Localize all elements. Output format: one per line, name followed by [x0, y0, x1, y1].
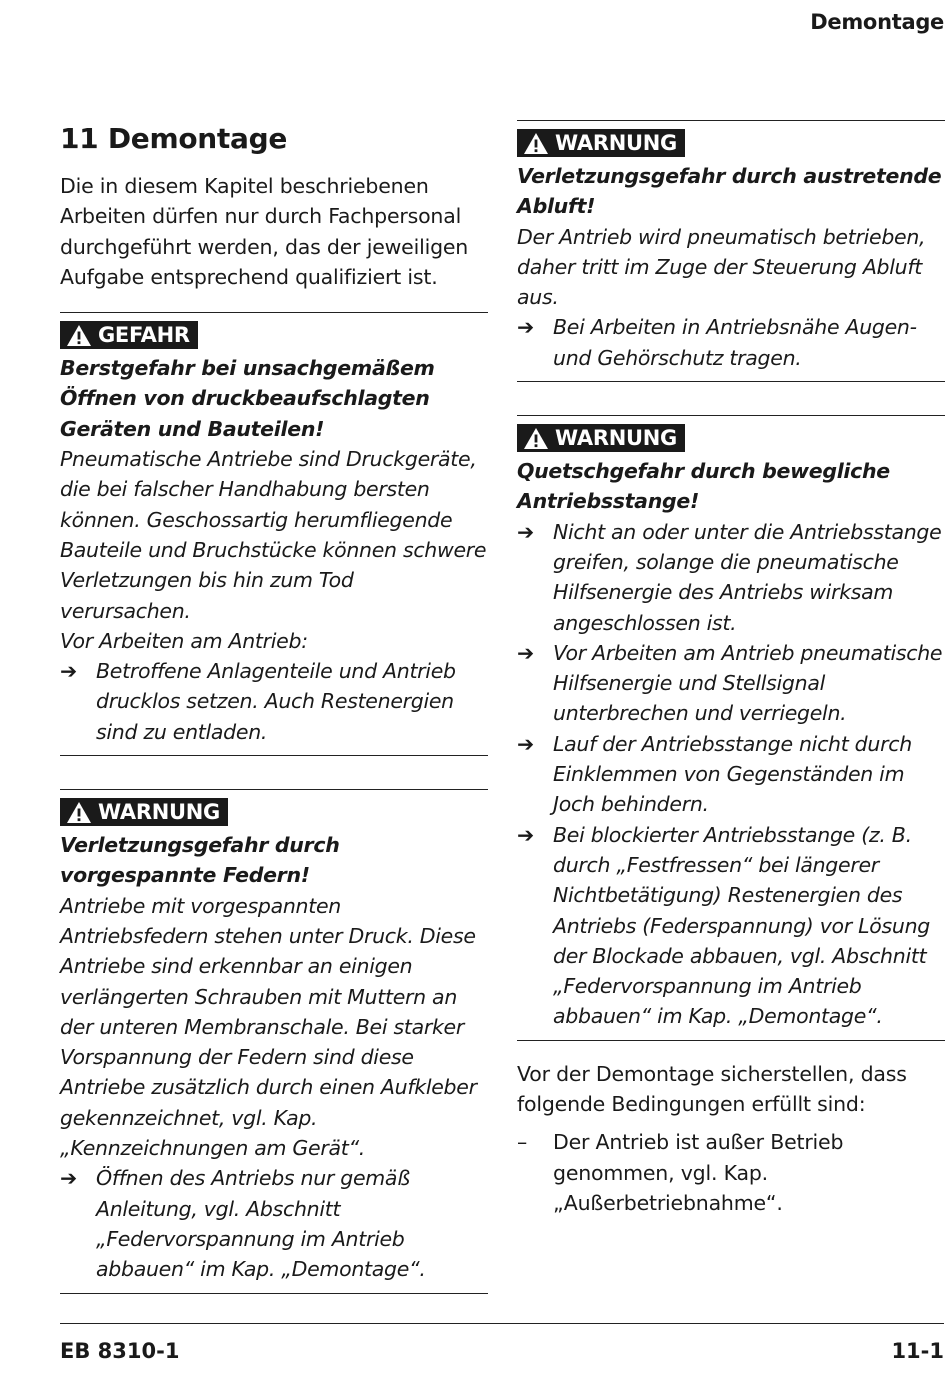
- warning-triangle-icon: [523, 132, 549, 155]
- arrow-list-item: [517, 820, 945, 1032]
- dash-item-text: Der Antrieb ist außer Betrieb genommen, vgl. Kap. „Außerbetriebnahme“.: [553, 1130, 844, 1215]
- notice-text: Antriebe mit vorgespannten Antriebsfedern stehen unter Druck. Diese Antriebe sind erkennbar an einigen verlängerten Schrauben mit Muttern an der unteren Membranschale. Bei starker Vorspannung der Federn sind diese Antriebe zusätzlich durch einen Aufkleber gekennzeichnet, vgl. Kap. „Kennzeichnungen am Gerät“.: [60, 893, 477, 1161]
- warning-label: WARNUNG: [555, 131, 677, 155]
- arrow-right-icon: ➔: [517, 731, 534, 756]
- arrow-right-icon: ➔: [517, 519, 534, 544]
- warning-badge: [517, 129, 685, 157]
- warning-triangle-icon: [66, 801, 92, 824]
- arrow-right-icon: ➔: [60, 1166, 77, 1191]
- arrow-right-icon: ➔: [517, 822, 534, 847]
- danger-label: GEFAHR: [98, 323, 190, 348]
- arrow-item-text: Betroffene Anlagenteile und Antrieb drucklos setzen. Auch Restenergien sind zu entladen.: [96, 659, 456, 744]
- arrow-list-item: [517, 729, 945, 820]
- warning-notice: [517, 415, 945, 1041]
- notice-lead: Vor Arbeiten am Antrieb:: [60, 628, 308, 653]
- notice-title: Quetschgefahr durch bewegliche Antriebsstange!: [517, 459, 890, 514]
- footer-rule: [60, 1323, 944, 1324]
- warning-label: WARNUNG: [555, 426, 677, 451]
- arrow-list-item: [517, 517, 945, 638]
- footer-doc-number: EB 8310-1: [60, 1339, 180, 1363]
- notice-title: Verletzungsgefahr durch vorgespannte Federn!: [60, 833, 340, 888]
- outro-paragraph: Vor der Demontage sicherstellen, dass folgende Bedingungen erfüllt sind:: [517, 1061, 907, 1117]
- right-column: [517, 120, 945, 1218]
- running-header: Demontage: [810, 10, 944, 34]
- intro-paragraph: Die in diesem Kapitel beschriebenen Arbeiten dürfen nur durch Fachpersonal durchgeführt werden, das der jeweiligen Aufgabe entsprechend qualifiziert ist.: [60, 174, 469, 289]
- arrow-right-icon: ➔: [517, 640, 534, 665]
- dash-list-item: [517, 1127, 945, 1218]
- arrow-item-text: Vor Arbeiten am Antrieb pneumatische Hilfsenergie und Stellsignal unterbrechen und verriegeln.: [553, 640, 943, 726]
- footer-page-number: 11-1: [891, 1339, 944, 1363]
- dash-bullet: –: [517, 1130, 528, 1155]
- danger-notice: [60, 312, 488, 756]
- warning-label: WARNUNG: [98, 800, 220, 825]
- arrow-item-text: Bei blockierter Antriebsstange (z. B. durch „Festfressen“ bei längerer Nichtbetätigung) Restenergien des Antriebs (Federspannung) vor Lösung der Blockade abbauen, vgl. Abschnitt „Federvorspannung im Antrieb abbauen“ im Kap. „Demontage“.: [553, 822, 930, 1029]
- arrow-item-text: Bei Arbeiten in Antriebsnähe Augen- und Gehörschutz tragen.: [553, 315, 917, 370]
- notice-title: Berstgefahr bei unsachgemäßem Öffnen von druckbeaufschlagten Geräten und Bauteilen!: [60, 356, 435, 441]
- warning-triangle-icon: [66, 324, 92, 347]
- chapter-title: 11 Demontage: [60, 122, 288, 155]
- arrow-right-icon: ➔: [60, 659, 77, 684]
- arrow-right-icon: ➔: [517, 315, 534, 340]
- warning-triangle-icon: [523, 427, 549, 450]
- arrow-item-text: Nicht an oder unter die Antriebsstange greifen, solange die pneumatische Hilfsenergie des Antriebs wirksam angeschlossen ist.: [553, 519, 942, 635]
- arrow-list-item: [517, 312, 945, 373]
- notice-title: Verletzungsgefahr durch austretende Abluft!: [517, 164, 942, 219]
- warning-badge: [60, 798, 228, 826]
- arrow-item-text: Öffnen des Antriebs nur gemäß Anleitung, vgl. Abschnitt „Federvorspannung im Antrieb abbauen“ im Kap. „Demontage“.: [96, 1166, 426, 1282]
- notice-text: Pneumatische Antriebe sind Druckgeräte, die bei falscher Handhabung bersten können. Geschossartig herumfliegende Bauteile und Bruchstücke können schwere Verletzungen bis hin zum Tod verursachen.: [60, 447, 487, 623]
- left-column: [60, 120, 488, 1294]
- notice-text: Der Antrieb wird pneumatisch betrieben, daher tritt im Zuge der Steuerung Abluft aus.: [517, 224, 926, 310]
- danger-badge: [60, 321, 198, 349]
- warning-notice: [517, 120, 945, 382]
- arrow-list-item: [60, 1163, 488, 1284]
- arrow-item-text: Lauf der Antriebsstange nicht durch Einklemmen von Gegenständen im Joch behindern.: [553, 731, 912, 817]
- warning-badge: [517, 424, 685, 452]
- arrow-list-item: [60, 656, 488, 747]
- arrow-list-item: [517, 638, 945, 729]
- warning-notice: [60, 789, 488, 1293]
